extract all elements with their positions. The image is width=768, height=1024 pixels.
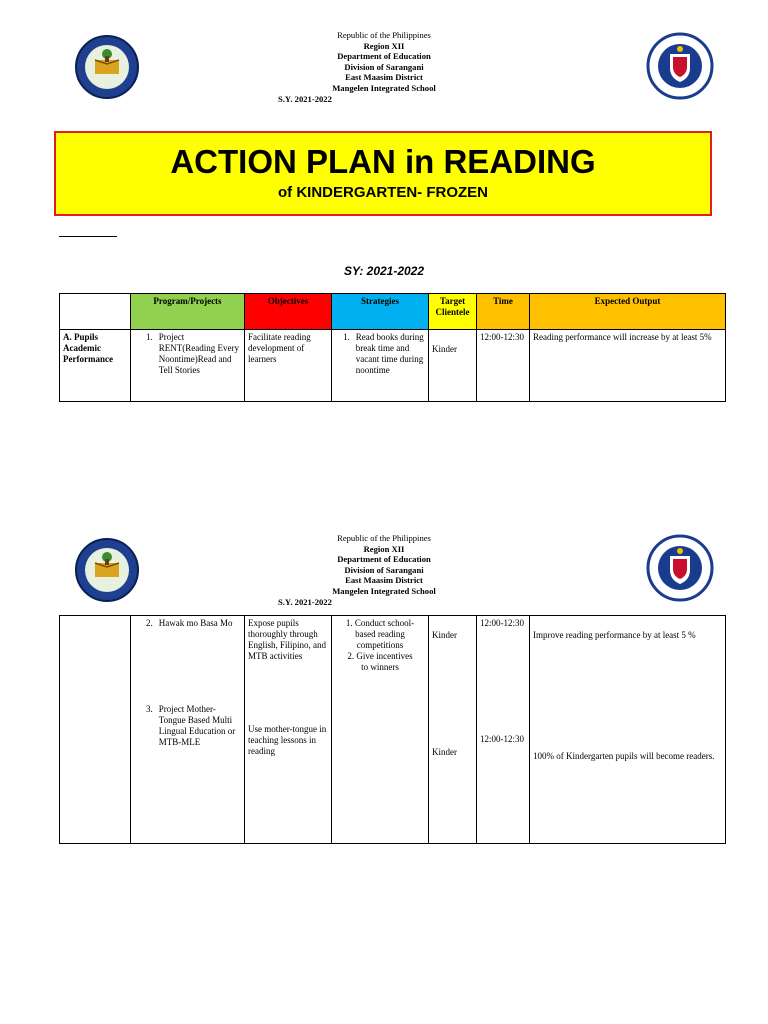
district-text: East Maasim District — [345, 72, 423, 82]
program-text: Hawak mo Basa Mo — [158, 618, 233, 628]
program-cell — [131, 616, 245, 844]
letterhead — [284, 30, 484, 93]
header-time: Time — [477, 294, 530, 330]
strategy-text: Read books during break time and vacant time during noontime — [355, 332, 424, 375]
strategy-text: 1. Conduct school-based reading competitions — [345, 618, 415, 650]
action-plan-table-continued — [59, 615, 726, 844]
republic-text: Republic of the Philippines — [337, 30, 431, 40]
department-text: Department of Education — [337, 51, 431, 61]
area-cell-empty — [60, 616, 131, 844]
time-text: 12:00-12:30 — [480, 618, 524, 628]
table-row — [60, 616, 726, 844]
strategy-cell — [332, 616, 429, 844]
table-row — [60, 330, 726, 402]
strategy-cell — [332, 330, 429, 402]
table-header-row — [60, 294, 726, 330]
action-plan-table — [59, 293, 726, 402]
program-number: 3. — [146, 704, 153, 714]
target-cell — [429, 616, 477, 844]
header-output: Expected Output — [530, 294, 726, 330]
output-cell: Reading performance will increase by at least 5% — [530, 330, 726, 402]
school-year-text-2: S.Y. 2021-2022 — [278, 597, 332, 607]
divider — [59, 236, 117, 237]
objective-cell — [245, 616, 332, 844]
sy-heading: SY: 2021-2022 — [343, 264, 425, 278]
time-cell: 12:00-12:30 — [477, 330, 530, 402]
header-blank — [60, 294, 131, 330]
republic-text: Republic of the Philippines — [337, 533, 431, 543]
letterhead-2 — [284, 533, 484, 596]
header-program: Program/Projects — [131, 294, 245, 330]
output-text: 100% of Kindergarten pupils will become readers. — [533, 751, 715, 761]
target-text: Kinder — [432, 747, 457, 757]
target-text: Kinder — [432, 630, 457, 640]
program-number: 1. — [146, 332, 153, 342]
title-banner — [54, 131, 712, 216]
area-cell: A. Pupils Academic Performance — [60, 330, 131, 402]
school-logo-2 — [74, 537, 140, 603]
strategy-number: 1. — [343, 332, 350, 342]
school-name: Mangelen Integrated School — [332, 585, 436, 596]
school-logo — [74, 34, 140, 100]
page-subtitle: of KINDERGARTEN- FROZEN — [278, 184, 488, 201]
objective-cell: Facilitate reading development of learners — [245, 330, 332, 402]
output-text: Improve reading performance by at least 5 % — [533, 630, 696, 640]
program-cell — [131, 330, 245, 402]
header-objectives: Objectives — [245, 294, 332, 330]
department-text: Department of Education — [337, 554, 431, 564]
district-text: East Maasim District — [345, 575, 423, 585]
division-text: Division of Sarangani — [344, 564, 424, 575]
strategy-text: 2. Give incentives to winners — [347, 651, 413, 672]
region-text: Region XII — [363, 543, 405, 554]
output-cell — [530, 616, 726, 844]
objective-text: Use mother-tongue in teaching lessons in reading — [248, 724, 327, 756]
time-text: 12:00-12:30 — [480, 734, 524, 744]
header-target: Target Clientele — [429, 294, 477, 330]
time-cell — [477, 616, 530, 844]
program-number: 2. — [146, 618, 153, 628]
region-text: Region XII — [363, 40, 405, 51]
header-strategies: Strategies — [332, 294, 429, 330]
objective-text: Expose pupils thoroughly through English, Filipino, and MTB activities — [248, 618, 327, 661]
program-text: Project Mother-Tongue Based Multi Lingual Education or MTB-MLE — [158, 704, 236, 747]
page-title: ACTION PLAN in READING — [170, 143, 596, 180]
division-text: Division of Sarangani — [344, 61, 424, 72]
program-text: Project RENT(Reading Every Noontime)Read and Tell Stories — [158, 332, 239, 375]
deped-seal-logo-2 — [646, 534, 714, 602]
school-year-text: S.Y. 2021-2022 — [278, 94, 332, 104]
school-name: Mangelen Integrated School — [332, 82, 436, 93]
deped-seal-logo — [646, 32, 714, 100]
target-cell: Kinder — [429, 330, 477, 402]
